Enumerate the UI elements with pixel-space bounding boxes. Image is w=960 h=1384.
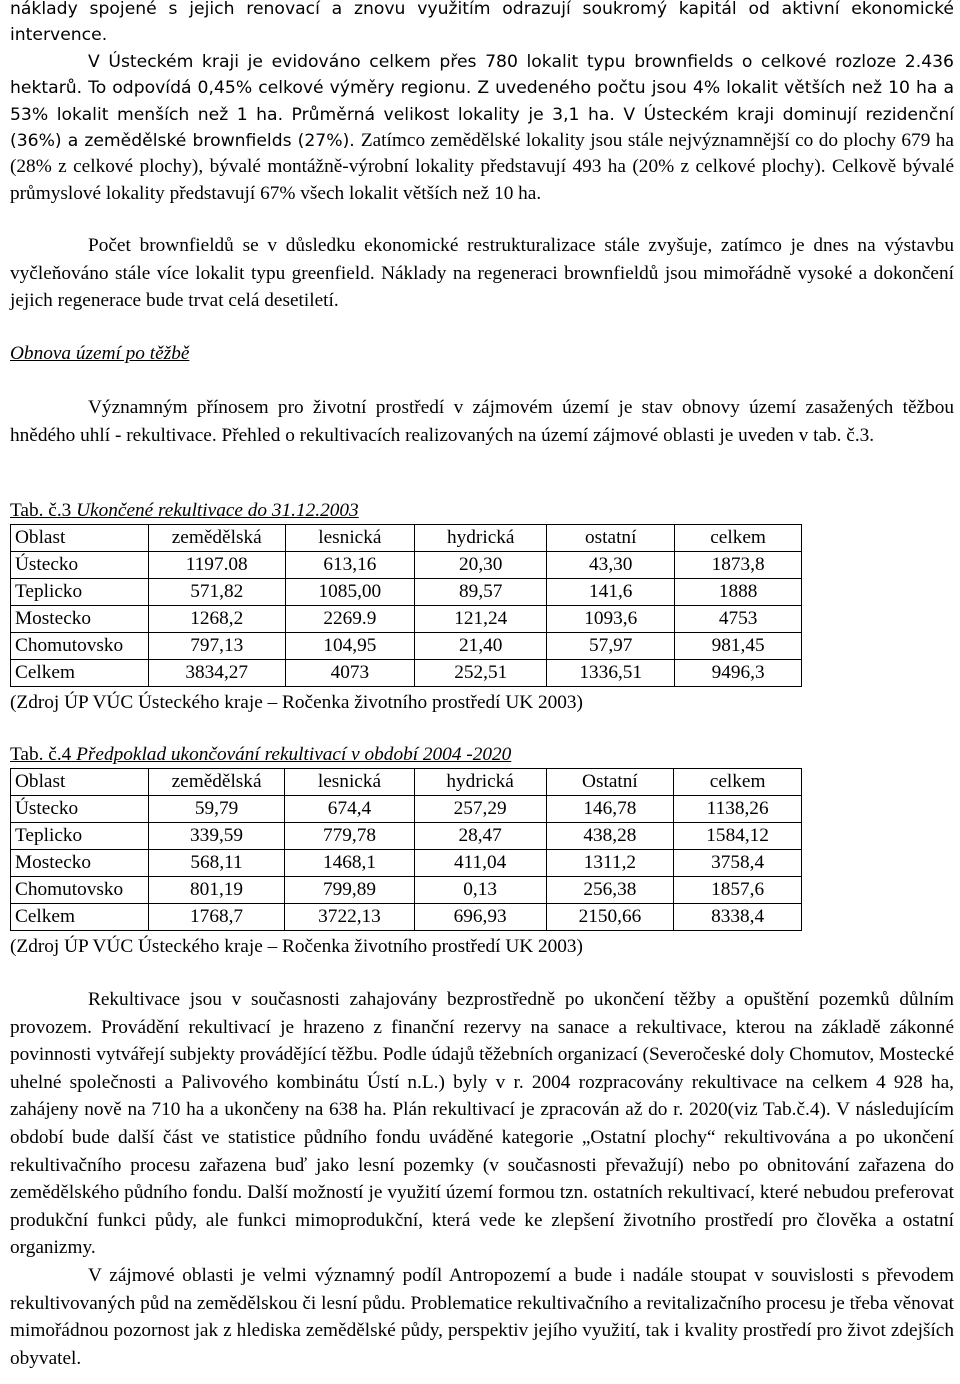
intro-block xyxy=(10,0,954,207)
paragraph-brownfields xyxy=(10,49,954,207)
table-cell: 797,13 xyxy=(148,633,285,660)
table-cell: 1197.08 xyxy=(148,552,285,579)
table-cell: 1873,8 xyxy=(675,552,802,579)
table-header-cell: celkem xyxy=(675,525,802,552)
table-header-cell: hydrická xyxy=(414,769,546,796)
table-row xyxy=(11,850,802,877)
table-cell: Celkem xyxy=(11,660,149,687)
table-row xyxy=(11,633,802,660)
table-cell: 1584,12 xyxy=(674,823,802,850)
table-cell: 3722,13 xyxy=(285,904,414,931)
table-cell: 571,82 xyxy=(148,579,285,606)
table-cell: 141,6 xyxy=(547,579,675,606)
paragraph-reclamation-progress: Rekultivace jsou v současnosti zahajovány bezprostředně po ukončení těžby a opuštění pozemků důlním provozem. Provádění rekultivací je hrazeno z finanční rezervy na sanace a rekultivace, kterou na základě zákonné povinnosti vytvářejí subjekty provádějící těžbu. Podle údajů těžebních organizací (Severočeské doly Chomutov, Mostecké uhelné společnosti a Palivového kombinátu Ústí n.L.) byly v r. 2004 rozpracovány rekultivace na celkem 4 928 ha, zahájeny nově na 710 ha a ukončeny na 638 ha. Plán rekultivací je zpracován až do r. 2020(viz Tab.č.4). V následujícím období bude další část ve statistice půdního fondu uváděné kategorie „Ostatní plochy“ rekultivována a po ukončení rekultivačního procesu zařazena buď jako lesní pozemky (v současnosti převažují) nebo po obnitování zařazena do zemědělského půdního fondu. Další možností je využití území formou tzn. ostatních rekultivací, které nebudou preferovat produkční funkci půdy, ale funkci mimoprodukční, která vede ke zlepšení životního prostředí pro člověka a ostatní organizmy. xyxy=(10,989,954,1259)
paragraph-restructuring: Počet brownfieldů se v důsledku ekonomické restrukturalizace stále zvyšuje, zatímco je dnes na výstavbu vyčleňováno stále více lokalit typu greenfield. Náklady na regeneraci brownfieldů jsou mimořádně vysoké a dokončení jejich regenerace bude trvat celá desetiletí. xyxy=(10,235,954,312)
table-cell: Mostecko xyxy=(11,606,149,633)
table-cell: 20,30 xyxy=(415,552,547,579)
table-cell: 1888 xyxy=(675,579,802,606)
table-cell: Celkem xyxy=(11,904,149,931)
table-cell: 1311,2 xyxy=(546,850,674,877)
table-header-cell: zemědělská xyxy=(148,525,285,552)
table-cell: 2269.9 xyxy=(285,606,415,633)
table-cell: 1336,51 xyxy=(547,660,675,687)
table-row xyxy=(11,877,802,904)
table-cell: 8338,4 xyxy=(674,904,802,931)
paragraph-anthroposols: V zájmové oblasti je velmi významný podíl Antropozemí a bude i nadále stoupat v souvislosti s převodem rekultivovaných půd na zemědělskou či lesní půdu. Problematice rekultivačního a revitalizačního procesu je třeba věnovat mimořádnou pozornost jak z hlediska zemědělské půdy, perspektiv jejího využití, tak i kvality prostředí pro život zdejších obyvatel. xyxy=(10,1264,954,1369)
table-header-cell: celkem xyxy=(674,769,802,796)
table-cell: 3758,4 xyxy=(674,850,802,877)
table-cell: 799,89 xyxy=(285,877,414,904)
table-row xyxy=(11,552,802,579)
table-cell: 1093,6 xyxy=(547,606,675,633)
table-cell: Mostecko xyxy=(11,850,149,877)
table3-caption-title: Ukončené rekultivace do 31.12.2003 xyxy=(76,500,359,521)
table-header-cell: Oblast xyxy=(11,525,149,552)
table-header-cell: Ostatní xyxy=(546,769,674,796)
table-header-cell: ostatní xyxy=(547,525,675,552)
table3-source: (Zdroj ÚP VÚC Ústeckého kraje – Ročenka životního prostředí UK 2003) xyxy=(10,692,583,713)
table-cell: 1768,7 xyxy=(148,904,284,931)
table-cell: 0,13 xyxy=(414,877,546,904)
table-cell: Chomutovsko xyxy=(11,633,149,660)
table3 xyxy=(10,524,802,687)
table-cell: 411,04 xyxy=(414,850,546,877)
table-row xyxy=(11,796,802,823)
table-cell: 2150,66 xyxy=(546,904,674,931)
table-cell: 43,30 xyxy=(547,552,675,579)
table-header-cell: Oblast xyxy=(11,769,149,796)
paragraph-intro-tail: náklady spojené s jejich renovací a znovu využitím odrazují soukromý kapitál od aktivní ekonomické intervence. xyxy=(10,0,954,46)
table4-caption xyxy=(10,741,511,769)
table3-caption xyxy=(10,497,359,525)
table-cell: 89,57 xyxy=(415,579,547,606)
table-header-row xyxy=(11,525,802,552)
table4-caption-prefix: Tab. č.4 xyxy=(10,744,72,765)
table-cell: 1268,2 xyxy=(148,606,285,633)
table-cell: 696,93 xyxy=(414,904,546,931)
table3-caption-prefix: Tab. č.3 xyxy=(10,500,72,521)
table-row xyxy=(11,823,802,850)
paragraph-brownfields-serif: Zatímco zemědělské lokality jsou stále nejvýznamnější co do plochy 679 ha (28% z celkové plochy), bývalé montážně-výrobní lokality představují 493 ha (20% z celkové plochy). Celkově bývalé průmyslové lokality představují 67% všech lokalit větších než 10 ha. xyxy=(10,130,954,204)
table-cell: 57,97 xyxy=(547,633,675,660)
table-cell: 257,29 xyxy=(414,796,546,823)
table-row xyxy=(11,579,802,606)
closing-block xyxy=(10,986,954,1372)
table-cell: 568,11 xyxy=(148,850,284,877)
table-cell: Teplicko xyxy=(11,823,149,850)
table4-caption-title: Předpoklad ukončování rekultivací v období 2004 -2020 xyxy=(76,744,512,765)
table-cell: 801,19 xyxy=(148,877,284,904)
table-cell: 339,59 xyxy=(148,823,284,850)
table-cell: 28,47 xyxy=(414,823,546,850)
table-header-cell: zemědělská xyxy=(148,769,284,796)
table-header-cell: hydrická xyxy=(415,525,547,552)
table-cell: 981,45 xyxy=(675,633,802,660)
table-cell: 1468,1 xyxy=(285,850,414,877)
table-cell: 3834,27 xyxy=(148,660,285,687)
table-header-row xyxy=(11,769,802,796)
table-row xyxy=(11,606,802,633)
table-cell: 104,95 xyxy=(285,633,415,660)
table-row xyxy=(11,904,802,931)
table-cell: 1085,00 xyxy=(285,579,415,606)
table4-source: (Zdroj ÚP VÚC Ústeckého kraje – Ročenka životního prostředí UK 2003) xyxy=(10,936,583,957)
section-heading: Obnova území po těžbě xyxy=(10,343,190,364)
table-cell: 9496,3 xyxy=(675,660,802,687)
table-cell: 674,4 xyxy=(285,796,414,823)
table-cell: Chomutovsko xyxy=(11,877,149,904)
table4 xyxy=(10,768,802,931)
table-cell: 59,79 xyxy=(148,796,284,823)
table-cell: 121,24 xyxy=(415,606,547,633)
table-cell: 4073 xyxy=(285,660,415,687)
paragraph-brownfields-text: V Ústeckém kraji je evidováno celkem přes 780 lokalit typu brownfields o celkové rozloze 2.436 hektarů. To odpovídá 0,45% celkové výměry regionu. Z uvedeného počtu jsou 4% lokalit větších než 10 ha a 53% lokalit menších než 1 ha. Průměrná velikost lokality je 3,1 ha. V Ústeckém kraji dominují rezidenční (36%) a zemědělské brownfields (27%). xyxy=(10,51,954,152)
table-cell: 146,78 xyxy=(546,796,674,823)
table-row xyxy=(11,660,802,687)
table-cell: Ústecko xyxy=(11,552,149,579)
table-cell: 779,78 xyxy=(285,823,414,850)
table-header-cell: lesnická xyxy=(285,525,415,552)
table-cell: Ústecko xyxy=(11,796,149,823)
table-cell: 613,16 xyxy=(285,552,415,579)
table-cell: 21,40 xyxy=(415,633,547,660)
table-cell: 256,38 xyxy=(546,877,674,904)
paragraph-reclamation: Významným přínosem pro životní prostředí v zájmovém území je stav obnovy území zasažených těžbou hnědého uhlí - rekultivace. Přehled o rekultivacích realizovaných na území zájmové oblasti je uveden v tab. č.3. xyxy=(10,397,954,446)
table-cell: 1857,6 xyxy=(674,877,802,904)
table-cell: 4753 xyxy=(675,606,802,633)
table-cell: 1138,26 xyxy=(674,796,802,823)
table-cell: 438,28 xyxy=(546,823,674,850)
table-header-cell: lesnická xyxy=(285,769,414,796)
table-cell: Teplicko xyxy=(11,579,149,606)
table-cell: 252,51 xyxy=(415,660,547,687)
